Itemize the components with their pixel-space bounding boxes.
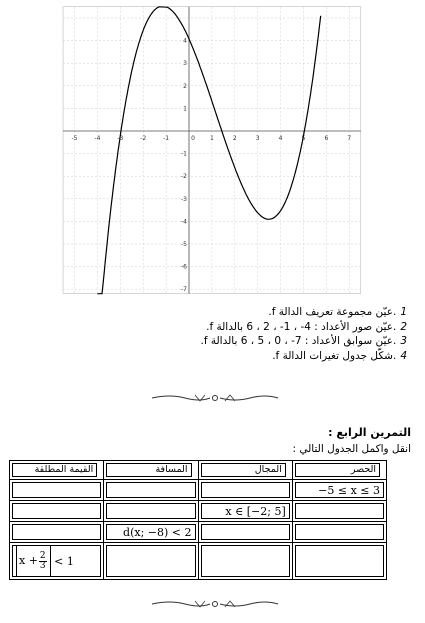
y-tick-label: 4 <box>183 37 187 45</box>
x-tick-label: -5 <box>71 135 78 142</box>
table-row <box>10 543 387 580</box>
y-tick-label: -6 <box>181 263 187 271</box>
cell-distance: d(x; −8) < 2 <box>106 524 195 540</box>
cell-interval: x ∈ [−2; 5] <box>201 503 290 519</box>
function-graph <box>0 0 425 300</box>
cell-empty <box>295 524 384 540</box>
cell-empty <box>12 503 101 519</box>
completion-table <box>9 460 387 580</box>
header-distance: المسافة <box>104 461 198 480</box>
question-item: 1.عيّن مجموعة تعريف الدالة f. <box>268 306 407 318</box>
x-tick-label: -2 <box>140 135 147 142</box>
cell-empty <box>295 503 384 519</box>
cell-empty <box>106 503 195 519</box>
x-tick-label: 1 <box>209 135 214 142</box>
x-tick-label: 2 <box>232 135 237 142</box>
x-tick-label: 0 <box>191 135 195 142</box>
cell-empty <box>295 545 384 577</box>
y-tick-labels <box>181 38 187 294</box>
cell-empty <box>201 482 290 498</box>
y-tick-label: 3 <box>183 60 187 68</box>
x-tick-label: -4 <box>94 135 101 142</box>
question-item: 3.عيّن سوابق الأعداد : 7- ، 0 ، 5 ، 6 بالدالة f. <box>200 335 407 347</box>
x-tick-label: 6 <box>324 135 329 142</box>
table-row <box>10 501 387 522</box>
ornament-divider <box>150 599 280 609</box>
y-tick-label: -3 <box>181 195 187 203</box>
header-absolute: القيمة المطلقة <box>10 461 104 480</box>
question-item: 2.عيّن صور الأعداد : 4- ، 1- ، 2 ، 6 بالدالة f. <box>206 320 407 333</box>
question-item: 4.شكّل جدول تغيرات الدالة f. <box>272 349 407 362</box>
y-tick-label: -7 <box>181 286 187 294</box>
x-tick-label: -1 <box>163 135 170 142</box>
cell-absolute: x + $\frac{2}{3}$ < 1 <box>12 545 101 577</box>
x-tick-label: 3 <box>255 135 260 142</box>
cell-bound: −5 ≤ x ≤ 3 <box>295 482 384 498</box>
cell-empty <box>12 524 101 540</box>
abs-expression: x + $\frac{2}{3}$ <box>16 546 51 576</box>
cell-empty <box>201 524 290 540</box>
x-tick-label: -3 <box>117 135 124 142</box>
ornament-divider <box>150 393 280 403</box>
header-interval: المجال <box>198 461 292 480</box>
table-row <box>10 522 387 543</box>
cell-empty <box>106 482 195 498</box>
cell-empty <box>201 545 290 577</box>
y-tick-label: -1 <box>181 150 187 158</box>
cell-empty <box>106 545 195 577</box>
table-header-row <box>10 461 387 480</box>
table-row <box>10 480 387 501</box>
exercise-title: التمرين الرابع : <box>328 426 411 439</box>
y-tick-label: 1 <box>183 105 187 113</box>
y-tick-label: -4 <box>181 218 187 226</box>
question-list <box>147 305 407 363</box>
x-tick-label: 7 <box>347 135 352 142</box>
header-bound: الحصر <box>292 461 386 480</box>
cell-empty <box>12 482 101 498</box>
x-tick-label: 5 <box>301 135 306 142</box>
y-tick-label: 2 <box>183 82 187 90</box>
y-tick-label: -2 <box>181 173 187 181</box>
exercise-instruction: انقل واكمل الجدول التالي : <box>292 443 411 455</box>
y-tick-label: -5 <box>181 241 187 248</box>
x-tick-label: 4 <box>278 135 283 142</box>
x-tick-labels <box>72 135 352 142</box>
function-curve <box>97 7 320 294</box>
